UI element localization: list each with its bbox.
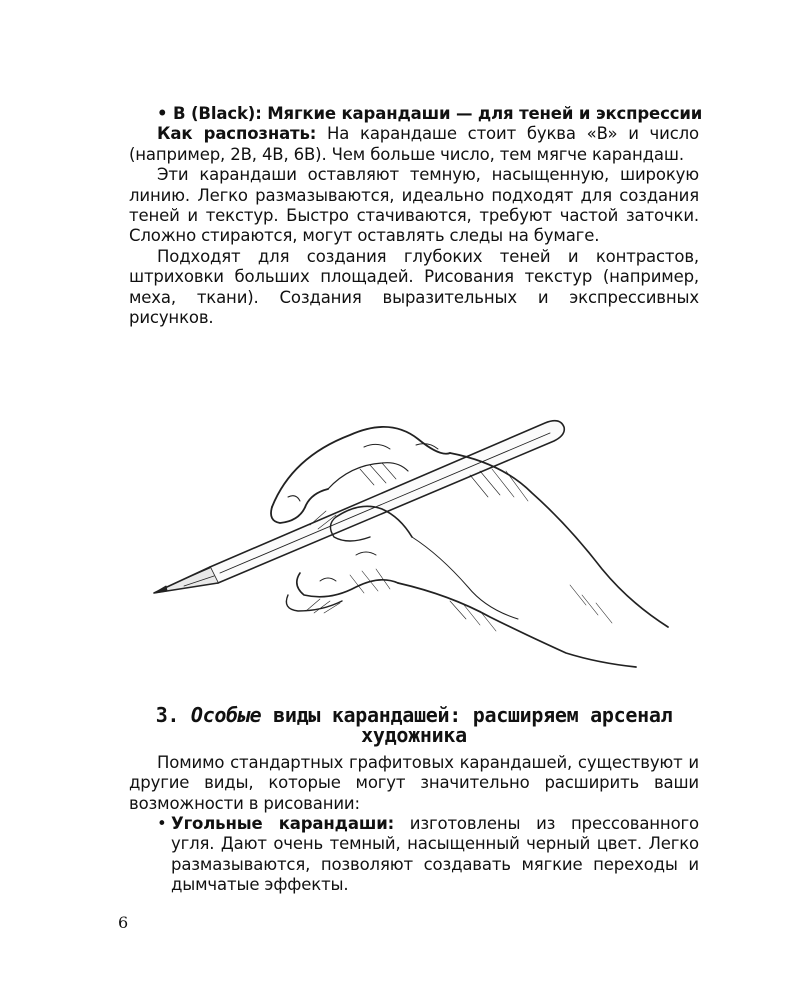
- bullet: •: [157, 104, 168, 123]
- section-title-rest: виды карандашей: расширяем арсенал художника: [261, 703, 673, 747]
- pencil-edge: [220, 433, 550, 573]
- hand-holding-pencil-illustration: [150, 405, 670, 670]
- section-3-intro-block: [129, 753, 699, 814]
- list-item: [129, 814, 699, 896]
- section-title-italic: Особые: [190, 703, 262, 727]
- soft-pencils-heading: [129, 104, 703, 124]
- recognize-label: Как распознать:: [157, 124, 317, 144]
- soft-pencils-title: B (Black): Мягкие карандаши — для теней и экспрессии: [173, 104, 703, 123]
- properties-paragraph: Эти карандаши оставляют темную, насыщенную, широкую линию. Легко размазываются, идеально подходят для создания теней и текстур. Быстро стачиваются, требуют частой заточки. Сложно стираются, могут оставлять следы на бумаге.: [129, 165, 699, 246]
- list-item-label: Угольные карандаши:: [171, 814, 395, 833]
- recognize-paragraph: [129, 124, 699, 165]
- special-pencils-list: [129, 814, 699, 896]
- page-number: 6: [118, 913, 129, 932]
- section-3-heading: [129, 705, 699, 745]
- usage-paragraph: Подходят для создания глубоких теней и контрастов, штриховки больших площадей. Рисования текстур (например, меха, ткани). Создания выразительных и экспрессивных рисунков.: [129, 246, 699, 328]
- section-number: 3.: [155, 703, 180, 727]
- soft-pencils-section: [129, 104, 703, 328]
- bullet: •: [157, 814, 167, 833]
- section-3-intro: Помимо стандартных графитовых карандашей, существуют и другие виды, которые могут значительно расширить ваши возможности в рисовании:: [129, 753, 699, 813]
- middle-finger: [297, 573, 398, 597]
- recognize-text: На карандаше стоит буква «B» и число (например, 2B, 4B, 6B). Чем больше число, тем мягче карандаш.: [129, 124, 699, 164]
- list-item-text: изготовлены из прессованного угля. Дают очень темный, насыщенный черный цвет. Легко размазываются, позволяют создавать мягкие переходы и дымчатые эффекты.: [171, 814, 699, 895]
